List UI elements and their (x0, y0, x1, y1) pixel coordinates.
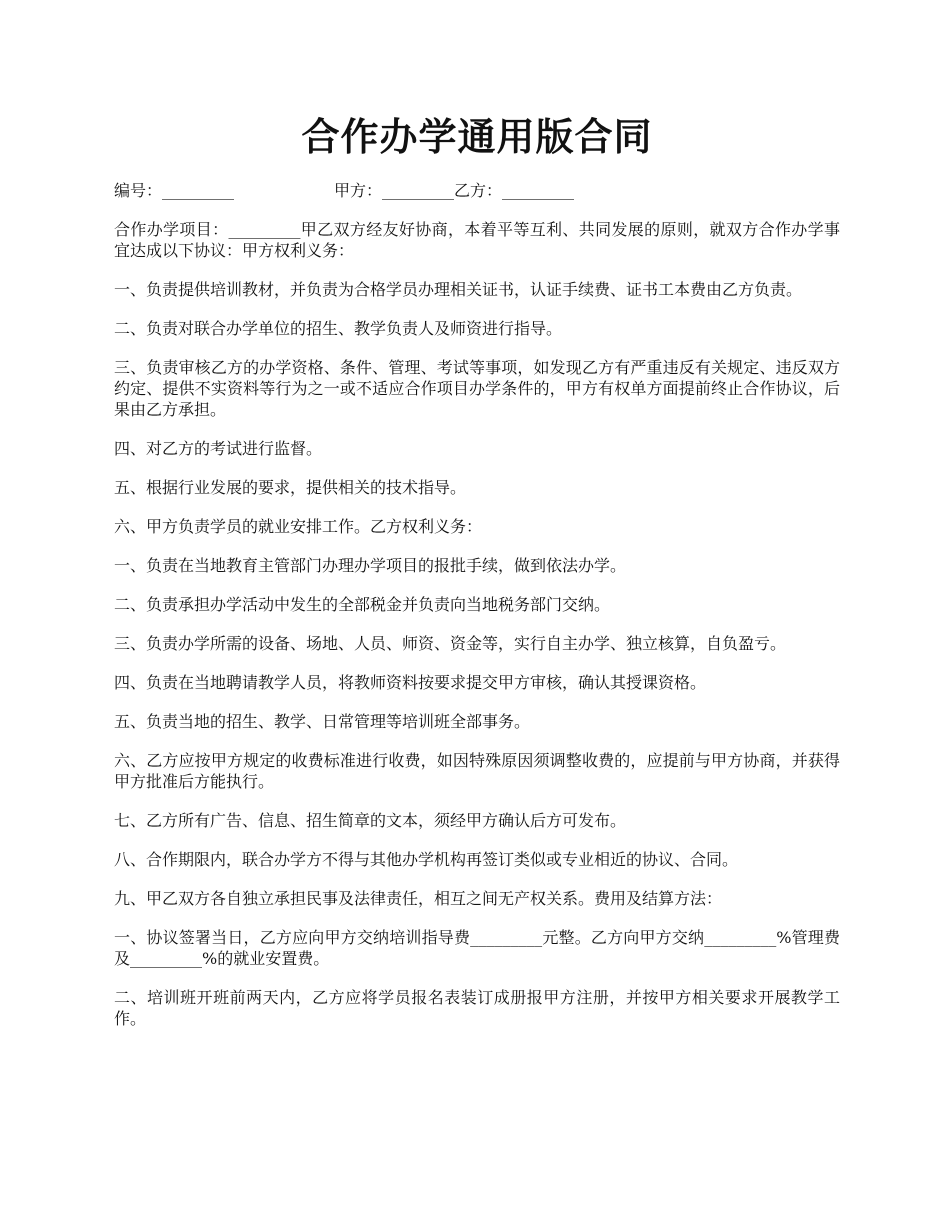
clause-paragraph: 四、负责在当地聘请教学人员，将教师资料按要求提交甲方审核，确认其授课资格。 (114, 673, 707, 692)
clause-paragraph: 一、协议签署当日，乙方应向甲方交纳培训指导费_________元整。乙方向甲方交纳_________%管理费及_________%的就业安置费。 (114, 928, 840, 968)
clause-paragraph: 五、根据行业发展的要求，提供相关的技术指导。 (114, 478, 467, 497)
clause-paragraph: 八、合作期限内，联合办学方不得与其他办学机构再签订类似或专业相近的协议、合同。 (114, 850, 739, 869)
document-title: 合作办学通用版合同 (301, 115, 653, 159)
clause-paragraph: 一、负责在当地教育主管部门办理办学项目的报批手续，做到依法办学。 (114, 556, 627, 575)
header-line-project: 合作办学项目：_________甲乙双方经友好协商，本着平等互利、共同发展的原则，就双方合作办学事宜达成以下协议：甲方权利义务： (114, 220, 840, 260)
clause-paragraph: 一、负责提供培训教材，并负责为合格学员办理相关证书，认证手续费、证书工本费由乙方负责。 (114, 280, 803, 299)
party-a-field: 甲方：_________ (334, 181, 455, 200)
clause-paragraph: 三、负责审核乙方的办学资格、条件、管理、考试等事项，如发现乙方有严重违反有关规定、违反双方约定、提供不实资料等行为之一或不适应合作项目办学条件的，甲方有权单方面提前终止合作协议，后果由乙方承担。 (114, 358, 840, 419)
contract-header (114, 180, 840, 261)
clause-paragraph: 三、负责办学所需的设备、场地、人员、师资、资金等，实行自主办学、独立核算，自负盈亏。 (114, 634, 787, 653)
clause-paragraph: 九、甲乙双方各自独立承担民事及法律责任，相互之间无产权关系。费用及结算方法： (114, 889, 723, 908)
clause-paragraph: 二、培训班开班前两天内，乙方应将学员报名表装订成册报甲方注册，并按甲方相关要求开展教学工作。 (114, 988, 840, 1028)
party-b-field: 乙方：_________ (454, 181, 575, 200)
document-body (114, 180, 840, 1047)
clause-paragraph: 五、负责当地的招生、教学、日常管理等培训班全部事务。 (114, 712, 531, 731)
header-line-parties (114, 180, 840, 201)
clause-paragraph: 二、负责承担办学活动中发生的全部税金并负责向当地税务部门交纳。 (114, 595, 611, 614)
clause-paragraph: 六、甲方负责学员的就业安排工作。乙方权利义务： (114, 517, 483, 536)
clause-paragraph: 四、对乙方的考试进行监督。 (114, 439, 323, 458)
clause-paragraph: 二、负责对联合办学单位的招生、教学负责人及师资进行指导。 (114, 319, 563, 338)
clause-paragraph: 六、乙方应按甲方规定的收费标准进行收费，如因特殊原因须调整收费的，应提前与甲方协商，并获得甲方批准后方能执行。 (114, 751, 840, 791)
contract-number: 编号：_________ (114, 181, 235, 200)
clause-paragraph: 七、乙方所有广告、信息、招生简章的文本，须经甲方确认后方可发布。 (114, 811, 627, 830)
